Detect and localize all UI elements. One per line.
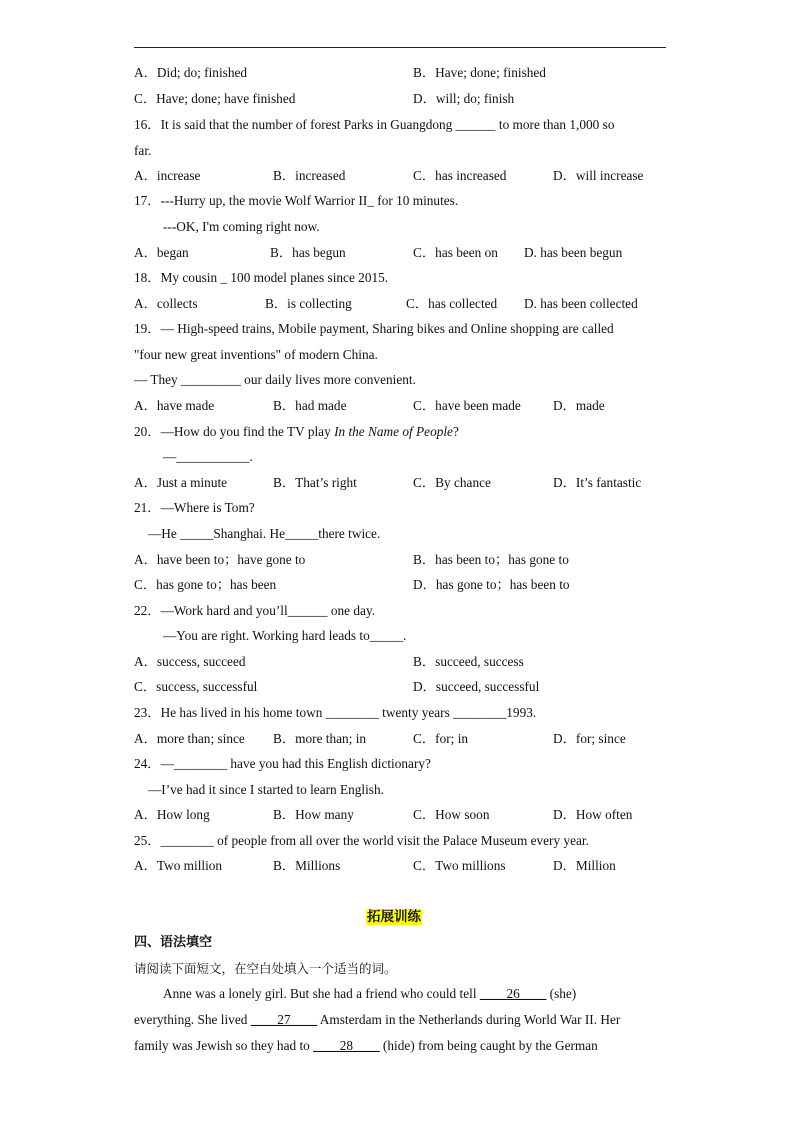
passage-text: Anne was a lonely girl. But she had a friend who could tell [163,986,480,1001]
q21-option-a[interactable]: A．have been to；have gone to [134,552,306,567]
q19-option-c[interactable]: C．have been made [413,398,521,413]
q23-option-a[interactable]: A．more than; since [134,731,245,746]
q19-option-b[interactable]: B．had made [273,398,347,413]
q18-stem: 18．My cousin _ 100 model planes since 2015. [134,270,389,285]
q23-option-d[interactable]: D．for; since [553,731,626,746]
q21-option-d[interactable]: D．has gone to；has been to [413,577,570,592]
q15-option-d[interactable]: D．will; do; finish [413,91,515,106]
q22-option-a[interactable]: A．success, succeed [134,654,246,669]
q16-stem: 16．It is said that the number of forest Parks in Guangdong ______ to more than 1,000 so [134,117,615,132]
blank-26[interactable]: ____26____ [479,986,547,1001]
extension-banner [366,908,422,926]
q17-option-b[interactable]: B．has begun [270,245,346,260]
q18-option-a[interactable]: A．collects [134,296,198,311]
q21-option-c[interactable]: C．has gone to；has been [134,577,277,592]
q15-option-b[interactable]: B．Have; done; finished [413,65,546,80]
q20-option-c[interactable]: C．By chance [413,475,491,490]
passage-text: (she) [546,986,577,1001]
q23-option-c[interactable]: C．for; in [413,731,469,746]
q17-option-d[interactable]: D. has been begun [524,245,623,260]
q25-option-a[interactable]: A．Two million [134,858,223,873]
q19-option-a[interactable]: A．have made [134,398,215,413]
q20-option-a[interactable]: A．Just a minute [134,475,228,490]
q24-option-a[interactable]: A．How long [134,807,210,822]
q21-stem: 21．—Where is Tom? [134,500,255,515]
q21-option-b[interactable]: B．has been to；has gone to [413,552,569,567]
q25-stem: 25．________ of people from all over the world visit the Palace Museum every year. [134,833,589,848]
passage-text: (hide) from being caught by the German [379,1038,598,1053]
q18-option-c[interactable]: C．has collected [406,296,498,311]
passage-text: family was Jewish so they had to [134,1038,314,1053]
q21-stem-reply: —He _____Shanghai. He_____there twice. [148,526,381,541]
q20-stem-pre: 20．—How do you find the TV play [134,424,335,439]
q22-stem-reply: —You are right. Working hard leads to_____. [163,628,407,643]
q17-option-c[interactable]: C．has been on [413,245,498,260]
q24-stem-reply: —I’ve had it since I started to learn English. [148,782,384,797]
section-instruction: 请阅读下面短文，在空白处填入一个适当的词。 [134,961,397,976]
q20-stem-post: ? [452,424,459,439]
q16-option-c[interactable]: C．has increased [413,168,507,183]
header-rule [134,47,666,48]
passage-line-1 [163,985,576,1003]
q20-play-title: In the Name of People [334,424,453,439]
q16-option-b[interactable]: B．increased [273,168,346,183]
q19-stem: 19．— High-speed trains, Mobile payment, Sharing bikes and Online shopping are called [134,321,614,336]
q22-option-c[interactable]: C．success, successful [134,679,258,694]
q19-stem-reply: — They _________ our daily lives more convenient. [134,372,416,387]
passage-text: Amsterdam in the Netherlands during World War II. Her [317,1012,621,1027]
q19-stem-cont: "four new great inventions" of modern China. [134,347,378,362]
q20-stem [134,423,459,441]
q17-stem-reply: ---OK, I'm coming right now. [163,219,320,234]
q18-option-d[interactable]: D. has been collected [524,296,638,311]
passage-text: everything. She lived [134,1012,251,1027]
passage-line-3 [134,1037,598,1055]
q20-option-d[interactable]: D．It’s fantastic [553,475,642,490]
q19-option-d[interactable]: D．made [553,398,605,413]
q16-stem-cont: far. [134,143,152,158]
q16-option-a[interactable]: A．increase [134,168,201,183]
passage-line-2 [134,1011,620,1029]
q24-option-d[interactable]: D．How often [553,807,633,822]
q20-option-b[interactable]: B．That’s right [273,475,357,490]
q17-option-a[interactable]: A．began [134,245,189,260]
extension-banner-label: 拓展训练 [367,909,421,925]
blank-28[interactable]: ____28____ [313,1038,380,1053]
q25-option-d[interactable]: D．Million [553,858,616,873]
q15-option-c[interactable]: C．Have; done; have finished [134,91,296,106]
q18-option-b[interactable]: B．is collecting [265,296,352,311]
q22-option-d[interactable]: D．succeed, successful [413,679,540,694]
q22-option-b[interactable]: B．succeed, success [413,654,524,669]
q23-option-b[interactable]: B．more than; in [273,731,367,746]
q20-stem-reply: —___________. [163,449,253,464]
q24-stem: 24．—________ have you had this English dictionary? [134,756,431,771]
blank-27[interactable]: ____27____ [250,1012,318,1027]
q17-stem: 17．---Hurry up, the movie Wolf Warrior II_ for 10 minutes. [134,193,459,208]
q24-option-b[interactable]: B．How many [273,807,354,822]
q25-option-c[interactable]: C．Two millions [413,858,506,873]
section-title: 四、语法填空 [134,935,213,950]
q15-option-a[interactable]: A．Did; do; finished [134,65,248,80]
q25-option-b[interactable]: B．Millions [273,858,341,873]
q16-option-d[interactable]: D．will increase [553,168,644,183]
q22-stem: 22．—Work hard and you’ll______ one day. [134,603,376,618]
q24-option-c[interactable]: C．How soon [413,807,490,822]
q23-stem: 23．He has lived in his home town ________ twenty years ________1993. [134,705,537,720]
